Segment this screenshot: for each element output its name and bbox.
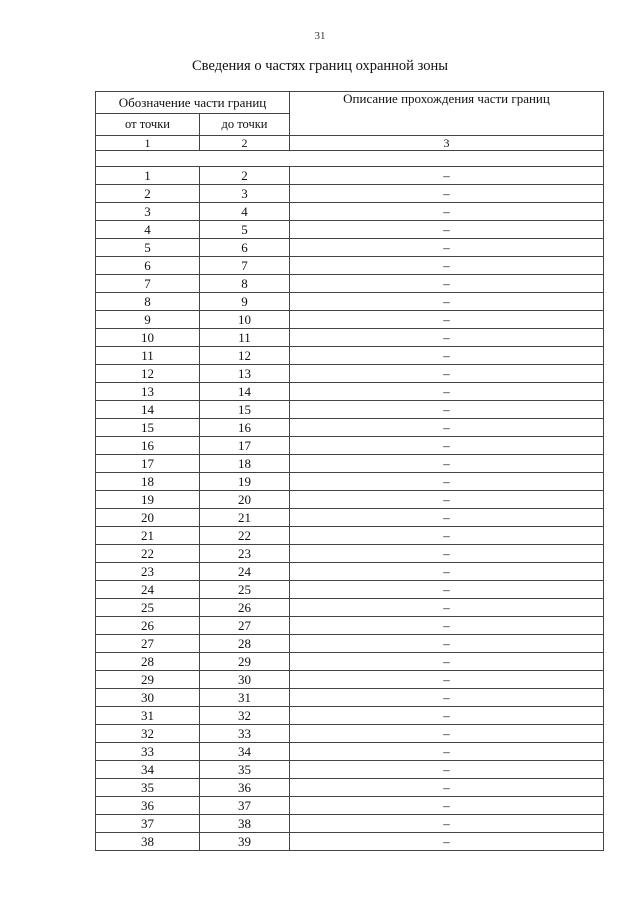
cell-to-point: 7: [200, 257, 290, 275]
cell-to-point: 29: [200, 653, 290, 671]
column-number: 2: [200, 136, 290, 151]
cell-to-point: 28: [200, 635, 290, 653]
cell-description: –: [290, 419, 604, 437]
cell-to-point: 9: [200, 293, 290, 311]
cell-description: –: [290, 293, 604, 311]
cell-to-point: 36: [200, 779, 290, 797]
cell-to-point: 21: [200, 509, 290, 527]
cell-from-point: 8: [96, 293, 200, 311]
cell-description: –: [290, 365, 604, 383]
cell-description: –: [290, 725, 604, 743]
header-designation: Обозначение части границ: [96, 92, 290, 114]
cell-from-point: 25: [96, 599, 200, 617]
table-row: [96, 347, 604, 365]
table-row: [96, 725, 604, 743]
cell-from-point: 26: [96, 617, 200, 635]
cell-from-point: 18: [96, 473, 200, 491]
cell-description: –: [290, 833, 604, 851]
table-row: [96, 293, 604, 311]
cell-from-point: 15: [96, 419, 200, 437]
table-row: [96, 815, 604, 833]
cell-description: –: [290, 689, 604, 707]
table-row: [96, 689, 604, 707]
cell-from-point: 19: [96, 491, 200, 509]
cell-description: –: [290, 383, 604, 401]
table-row: [96, 617, 604, 635]
cell-description: –: [290, 635, 604, 653]
table-row: [96, 275, 604, 293]
cell-to-point: 39: [200, 833, 290, 851]
cell-description: –: [290, 527, 604, 545]
cell-to-point: 20: [200, 491, 290, 509]
cell-to-point: 23: [200, 545, 290, 563]
table-row: [96, 491, 604, 509]
table-row: [96, 707, 604, 725]
cell-from-point: 11: [96, 347, 200, 365]
table-row: [96, 743, 604, 761]
table-row: [96, 635, 604, 653]
cell-to-point: 30: [200, 671, 290, 689]
table-row: [96, 599, 604, 617]
cell-description: –: [290, 491, 604, 509]
cell-to-point: 17: [200, 437, 290, 455]
cell-description: –: [290, 707, 604, 725]
cell-from-point: 31: [96, 707, 200, 725]
cell-description: –: [290, 437, 604, 455]
cell-to-point: 38: [200, 815, 290, 833]
cell-description: –: [290, 815, 604, 833]
cell-to-point: 35: [200, 761, 290, 779]
cell-to-point: 16: [200, 419, 290, 437]
cell-description: –: [290, 617, 604, 635]
cell-description: –: [290, 671, 604, 689]
cell-to-point: 15: [200, 401, 290, 419]
table-row: [96, 311, 604, 329]
cell-to-point: 14: [200, 383, 290, 401]
table-row: [96, 257, 604, 275]
table-row: [96, 527, 604, 545]
page-number: 31: [314, 30, 326, 42]
cell-from-point: 36: [96, 797, 200, 815]
table-row: [96, 671, 604, 689]
cell-to-point: 11: [200, 329, 290, 347]
cell-description: –: [290, 185, 604, 203]
cell-description: –: [290, 275, 604, 293]
cell-description: –: [290, 653, 604, 671]
cell-to-point: 31: [200, 689, 290, 707]
cell-from-point: 10: [96, 329, 200, 347]
cell-description: –: [290, 257, 604, 275]
cell-from-point: 29: [96, 671, 200, 689]
cell-description: –: [290, 545, 604, 563]
table-row: [96, 419, 604, 437]
cell-description: –: [290, 599, 604, 617]
cell-from-point: 20: [96, 509, 200, 527]
table-row: [96, 797, 604, 815]
cell-from-point: 28: [96, 653, 200, 671]
cell-description: –: [290, 347, 604, 365]
cell-description: –: [290, 203, 604, 221]
cell-from-point: 13: [96, 383, 200, 401]
table-row: [96, 563, 604, 581]
table-row: [96, 455, 604, 473]
cell-from-point: 37: [96, 815, 200, 833]
table-row: [96, 221, 604, 239]
cell-to-point: 3: [200, 185, 290, 203]
cell-from-point: 2: [96, 185, 200, 203]
table-row: [96, 437, 604, 455]
cell-to-point: 25: [200, 581, 290, 599]
cell-description: –: [290, 509, 604, 527]
boundary-parts-table: [95, 91, 604, 851]
cell-from-point: 7: [96, 275, 200, 293]
table-row: [96, 329, 604, 347]
cell-to-point: 37: [200, 797, 290, 815]
table-row: [96, 383, 604, 401]
cell-from-point: 6: [96, 257, 200, 275]
table-row: [96, 761, 604, 779]
cell-to-point: 12: [200, 347, 290, 365]
column-number: 1: [96, 136, 200, 151]
cell-to-point: 19: [200, 473, 290, 491]
cell-from-point: 27: [96, 635, 200, 653]
cell-from-point: 9: [96, 311, 200, 329]
cell-to-point: 24: [200, 563, 290, 581]
header-description: Описание прохождения части границ: [290, 92, 604, 136]
spacer-row: [96, 151, 604, 167]
header-from-point: от точки: [96, 114, 200, 136]
cell-from-point: 23: [96, 563, 200, 581]
table-row: [96, 167, 604, 185]
table-row: [96, 365, 604, 383]
cell-to-point: 18: [200, 455, 290, 473]
cell-from-point: 5: [96, 239, 200, 257]
table-row: [96, 779, 604, 797]
cell-to-point: 27: [200, 617, 290, 635]
page-title: Сведения о частях границ охранной зоны: [192, 58, 448, 74]
cell-from-point: 38: [96, 833, 200, 851]
cell-from-point: 4: [96, 221, 200, 239]
header-to-point: до точки: [200, 114, 290, 136]
cell-from-point: 14: [96, 401, 200, 419]
table-row: [96, 545, 604, 563]
cell-to-point: 34: [200, 743, 290, 761]
cell-from-point: 35: [96, 779, 200, 797]
cell-description: –: [290, 329, 604, 347]
cell-from-point: 16: [96, 437, 200, 455]
cell-from-point: 32: [96, 725, 200, 743]
cell-description: –: [290, 563, 604, 581]
cell-description: –: [290, 473, 604, 491]
table-row: [96, 581, 604, 599]
cell-from-point: 34: [96, 761, 200, 779]
table-row: [96, 653, 604, 671]
table-row: [96, 203, 604, 221]
cell-to-point: 5: [200, 221, 290, 239]
cell-description: –: [290, 797, 604, 815]
spacer-cell: [96, 151, 604, 167]
cell-from-point: 33: [96, 743, 200, 761]
table-body: [96, 167, 604, 851]
cell-description: –: [290, 167, 604, 185]
column-number: 3: [290, 136, 604, 151]
cell-to-point: 33: [200, 725, 290, 743]
cell-to-point: 2: [200, 167, 290, 185]
cell-to-point: 6: [200, 239, 290, 257]
table-row: [96, 185, 604, 203]
cell-description: –: [290, 311, 604, 329]
cell-description: –: [290, 581, 604, 599]
cell-from-point: 17: [96, 455, 200, 473]
cell-from-point: 3: [96, 203, 200, 221]
cell-from-point: 22: [96, 545, 200, 563]
cell-description: –: [290, 401, 604, 419]
table-row: [96, 401, 604, 419]
cell-description: –: [290, 743, 604, 761]
cell-to-point: 8: [200, 275, 290, 293]
cell-to-point: 26: [200, 599, 290, 617]
cell-to-point: 4: [200, 203, 290, 221]
cell-description: –: [290, 239, 604, 257]
cell-description: –: [290, 455, 604, 473]
cell-from-point: 24: [96, 581, 200, 599]
table-row: [96, 833, 604, 851]
cell-description: –: [290, 779, 604, 797]
cell-description: –: [290, 761, 604, 779]
cell-to-point: 32: [200, 707, 290, 725]
cell-to-point: 10: [200, 311, 290, 329]
cell-from-point: 1: [96, 167, 200, 185]
table-row: [96, 509, 604, 527]
cell-from-point: 12: [96, 365, 200, 383]
cell-description: –: [290, 221, 604, 239]
table-row: [96, 473, 604, 491]
cell-to-point: 13: [200, 365, 290, 383]
cell-from-point: 30: [96, 689, 200, 707]
cell-to-point: 22: [200, 527, 290, 545]
cell-from-point: 21: [96, 527, 200, 545]
table-row: [96, 239, 604, 257]
